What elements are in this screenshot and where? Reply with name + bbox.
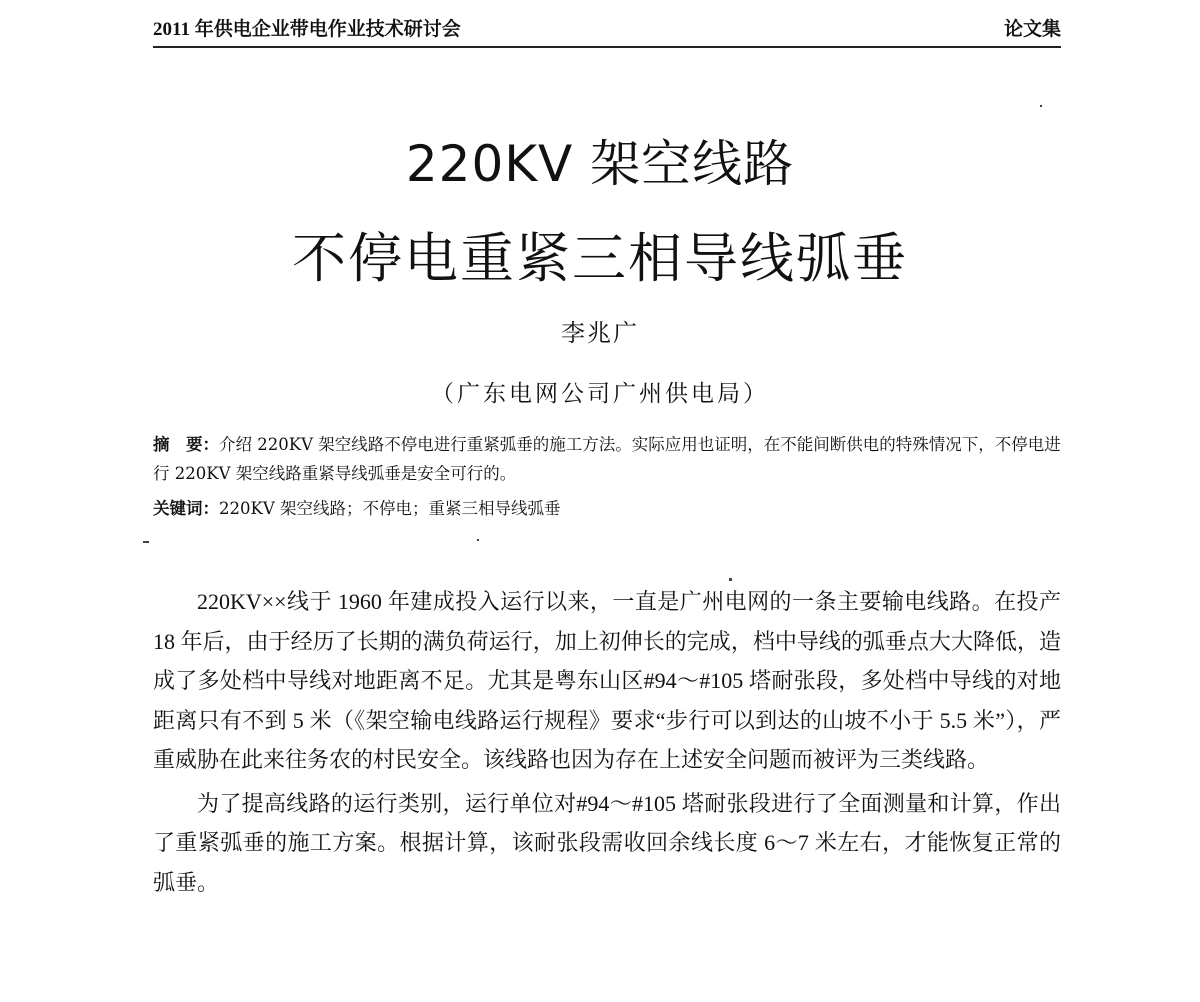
body-paragraph-2: 为了提高线路的运行类别，运行单位对#94～#105 塔耐张段进行了全面测量和计算，作出了重紧弧垂的施工方案。根据计算，该耐张段需收回余线长度 6～7 米左右，才能恢复正常的弧垂。 <box>153 790 1061 895</box>
scan-speck <box>143 541 149 543</box>
body-paragraph-1: 220KV××线于 1960 年建成投入运行以来，一直是广州电网的一条主要输电线路。在投产 18 年后，由于经历了长期的满负荷运行，加上初伸长的完成，档中导线的弧垂点大大降低，造成了多处档中导线对地距离不足。尤其是粤东山区#94～#105 塔耐张段，多处档中导线的对地距离只有不到 5 米（《架空输电线路运行规程》要求“步行可以到达的山坡不小于 5.5 米”），严重威胁在此来往务农的村民安全。该线路也因为存在上述安全问题而被评为三类线路。 <box>153 589 1061 772</box>
proceedings-label: 论文集 <box>1003 19 1061 40</box>
abstract-label: 摘 要： <box>153 435 219 454</box>
conference-name: 2011 年供电企业带电作业技术研讨会 <box>153 19 461 40</box>
keywords-label: 关键词： <box>153 499 219 518</box>
abstract-text: 介绍 220KV 架空线路不停电进行重紧弧垂的施工方法。实际应用也证明，在不能间断供电的特殊情况下，不停电进行 220KV 架空线路重紧导线弧垂是安全可行的。 <box>153 435 1061 483</box>
scan-speck <box>477 539 479 541</box>
paper-title-line-2: 不停电重紧三相导线弧垂 <box>292 227 908 290</box>
running-header <box>153 14 1061 48</box>
author-name: 李兆广 <box>561 319 639 347</box>
body-text <box>153 582 1061 906</box>
keywords <box>153 494 1061 523</box>
keywords-text: 220KV 架空线路；不停电；重紧三相导线弧垂 <box>219 499 561 518</box>
scan-speck <box>1040 105 1042 107</box>
paper-title-line-1: 220KV 架空线路 <box>405 135 795 193</box>
abstract <box>153 430 1061 488</box>
scan-speck <box>729 578 732 581</box>
author-affiliation: （广东电网公司广州供电局） <box>431 381 769 407</box>
